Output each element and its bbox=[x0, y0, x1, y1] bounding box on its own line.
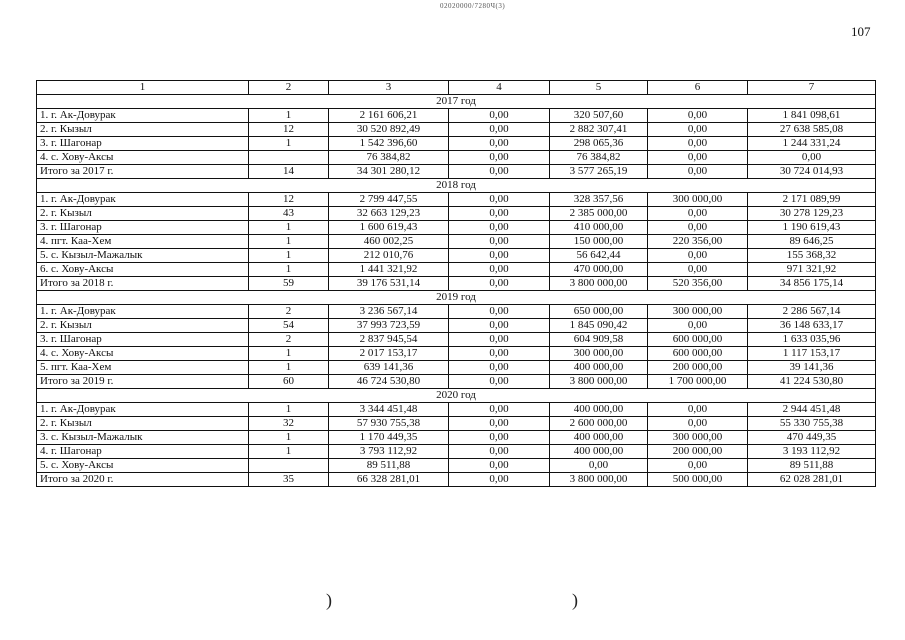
year-label: 2019 год bbox=[37, 291, 876, 305]
table-row bbox=[37, 221, 876, 235]
table-cell: 3 344 451,48 bbox=[329, 403, 449, 417]
table-cell: 1 bbox=[249, 445, 329, 459]
table-cell: 155 368,32 bbox=[748, 249, 876, 263]
row-label: 1. г. Ак-Довурак bbox=[37, 403, 249, 417]
table-cell: 470 449,35 bbox=[748, 431, 876, 445]
table-cell: 66 328 281,01 bbox=[329, 473, 449, 487]
table-cell: 1 441 321,92 bbox=[329, 263, 449, 277]
row-label: 3. г. Шагонар bbox=[37, 221, 249, 235]
table-cell: 0,00 bbox=[449, 207, 550, 221]
table-cell: 0,00 bbox=[648, 249, 748, 263]
table-row bbox=[37, 249, 876, 263]
table-cell: 0,00 bbox=[648, 263, 748, 277]
table-cell: 1 170 449,35 bbox=[329, 431, 449, 445]
table-cell: 1 244 331,24 bbox=[748, 137, 876, 151]
table-cell: 30 724 014,93 bbox=[748, 165, 876, 179]
table-row bbox=[37, 263, 876, 277]
table-cell: 0,00 bbox=[449, 361, 550, 375]
table-cell: 56 642,44 bbox=[550, 249, 648, 263]
table-row bbox=[37, 137, 876, 151]
table-cell: 150 000,00 bbox=[550, 235, 648, 249]
table-cell: 1 700 000,00 bbox=[648, 375, 748, 389]
data-table bbox=[36, 80, 876, 487]
table-cell: 1 bbox=[249, 221, 329, 235]
table-cell: 1 bbox=[249, 109, 329, 123]
table-cell: 1 190 619,43 bbox=[748, 221, 876, 235]
row-label: 4. г. Шагонар bbox=[37, 445, 249, 459]
row-label: 3. г. Шагонар bbox=[37, 137, 249, 151]
table-cell: 89 511,88 bbox=[329, 459, 449, 473]
column-header: 1 bbox=[37, 81, 249, 95]
table-cell: 46 724 530,80 bbox=[329, 375, 449, 389]
bottom-mark: ) bbox=[572, 590, 578, 610]
table-cell: 0,00 bbox=[449, 263, 550, 277]
table-cell: 400 000,00 bbox=[550, 431, 648, 445]
table-cell: 32 663 129,23 bbox=[329, 207, 449, 221]
table-cell: 2 600 000,00 bbox=[550, 417, 648, 431]
table-cell bbox=[249, 151, 329, 165]
table-cell: 0,00 bbox=[648, 207, 748, 221]
table-cell: 0,00 bbox=[648, 165, 748, 179]
row-label: 5. с. Хову-Аксы bbox=[37, 459, 249, 473]
table-cell: 320 507,60 bbox=[550, 109, 648, 123]
table-cell: 0,00 bbox=[449, 347, 550, 361]
table-cell: 2 017 153,17 bbox=[329, 347, 449, 361]
row-label: Итого за 2017 г. bbox=[37, 165, 249, 179]
total-row bbox=[37, 473, 876, 487]
table-cell: 30 278 129,23 bbox=[748, 207, 876, 221]
table-cell: 2 385 000,00 bbox=[550, 207, 648, 221]
year-section-header bbox=[37, 95, 876, 109]
table-cell: 0,00 bbox=[648, 137, 748, 151]
table-row bbox=[37, 403, 876, 417]
table-cell: 0,00 bbox=[449, 137, 550, 151]
table-cell: 460 002,25 bbox=[329, 235, 449, 249]
table-cell: 200 000,00 bbox=[648, 445, 748, 459]
table-row bbox=[37, 319, 876, 333]
table-cell: 500 000,00 bbox=[648, 473, 748, 487]
table-cell: 55 330 755,38 bbox=[748, 417, 876, 431]
table-cell: 0,00 bbox=[449, 165, 550, 179]
table-cell: 30 520 892,49 bbox=[329, 123, 449, 137]
table-cell: 410 000,00 bbox=[550, 221, 648, 235]
row-label: 4. с. Хову-Аксы bbox=[37, 151, 249, 165]
table-cell: 0,00 bbox=[449, 277, 550, 291]
table-cell: 2 944 451,48 bbox=[748, 403, 876, 417]
column-header: 3 bbox=[329, 81, 449, 95]
row-label: 5. пгт. Каа-Хем bbox=[37, 361, 249, 375]
table-cell: 39 176 531,14 bbox=[329, 277, 449, 291]
table-cell: 0,00 bbox=[648, 109, 748, 123]
table-cell: 12 bbox=[249, 193, 329, 207]
table-cell: 0,00 bbox=[449, 193, 550, 207]
column-number-row bbox=[37, 81, 876, 95]
table-cell: 3 193 112,92 bbox=[748, 445, 876, 459]
year-label: 2017 год bbox=[37, 95, 876, 109]
table-cell: 1 633 035,96 bbox=[748, 333, 876, 347]
table-cell: 0,00 bbox=[648, 459, 748, 473]
table-cell: 1 bbox=[249, 361, 329, 375]
table-cell: 0,00 bbox=[449, 417, 550, 431]
table-row bbox=[37, 123, 876, 137]
table-cell: 41 224 530,80 bbox=[748, 375, 876, 389]
table-cell: 1 542 396,60 bbox=[329, 137, 449, 151]
table-cell: 1 845 090,42 bbox=[550, 319, 648, 333]
table-cell: 0,00 bbox=[449, 459, 550, 473]
table-cell: 0,00 bbox=[449, 431, 550, 445]
table-cell: 0,00 bbox=[648, 123, 748, 137]
table-cell: 400 000,00 bbox=[550, 403, 648, 417]
table-cell: 37 993 723,59 bbox=[329, 319, 449, 333]
table-cell: 1 bbox=[249, 249, 329, 263]
table-cell: 300 000,00 bbox=[648, 193, 748, 207]
row-label: 2. г. Кызыл bbox=[37, 207, 249, 221]
table-cell: 1 600 619,43 bbox=[329, 221, 449, 235]
table-cell: 0,00 bbox=[648, 319, 748, 333]
table-cell: 54 bbox=[249, 319, 329, 333]
table-cell: 3 800 000,00 bbox=[550, 375, 648, 389]
row-label: 3. с. Кызыл-Мажалык bbox=[37, 431, 249, 445]
year-section-header bbox=[37, 389, 876, 403]
table-cell: 12 bbox=[249, 123, 329, 137]
table-cell: 3 236 567,14 bbox=[329, 305, 449, 319]
table-cell: 1 bbox=[249, 263, 329, 277]
table-cell: 0,00 bbox=[648, 221, 748, 235]
table-cell: 600 000,00 bbox=[648, 333, 748, 347]
table-cell: 0,00 bbox=[449, 305, 550, 319]
table-cell: 34 301 280,12 bbox=[329, 165, 449, 179]
page-number: 107 bbox=[851, 24, 871, 39]
table-cell: 36 148 633,17 bbox=[748, 319, 876, 333]
row-label: 6. с. Хову-Аксы bbox=[37, 263, 249, 277]
table-cell: 43 bbox=[249, 207, 329, 221]
table-row bbox=[37, 361, 876, 375]
table-cell: 57 930 755,38 bbox=[329, 417, 449, 431]
table-cell: 0,00 bbox=[449, 249, 550, 263]
table-cell: 0,00 bbox=[748, 151, 876, 165]
table-cell: 400 000,00 bbox=[550, 445, 648, 459]
year-label: 2018 год bbox=[37, 179, 876, 193]
table-cell: 0,00 bbox=[449, 151, 550, 165]
table-cell: 89 646,25 bbox=[748, 235, 876, 249]
table-cell: 0,00 bbox=[648, 417, 748, 431]
table-cell: 1 bbox=[249, 431, 329, 445]
table-cell: 0,00 bbox=[550, 459, 648, 473]
table-cell: 0,00 bbox=[449, 445, 550, 459]
row-label: 2. г. Кызыл bbox=[37, 417, 249, 431]
table-cell: 2 799 447,55 bbox=[329, 193, 449, 207]
table-cell: 3 800 000,00 bbox=[550, 277, 648, 291]
table-cell: 35 bbox=[249, 473, 329, 487]
table-cell: 0,00 bbox=[449, 473, 550, 487]
column-header: 4 bbox=[449, 81, 550, 95]
column-header: 7 bbox=[748, 81, 876, 95]
table-row bbox=[37, 417, 876, 431]
table-row bbox=[37, 109, 876, 123]
table-row bbox=[37, 431, 876, 445]
row-label: Итого за 2018 г. bbox=[37, 277, 249, 291]
total-row bbox=[37, 375, 876, 389]
table-cell: 27 638 585,08 bbox=[748, 123, 876, 137]
table-cell: 3 800 000,00 bbox=[550, 473, 648, 487]
row-label: 1. г. Ак-Довурак bbox=[37, 193, 249, 207]
table-row bbox=[37, 347, 876, 361]
year-section-header bbox=[37, 179, 876, 193]
table-cell: 1 bbox=[249, 347, 329, 361]
table-cell: 0,00 bbox=[449, 319, 550, 333]
row-label: 2. г. Кызыл bbox=[37, 123, 249, 137]
table-cell: 59 bbox=[249, 277, 329, 291]
row-label: 4. с. Хову-Аксы bbox=[37, 347, 249, 361]
table-cell: 0,00 bbox=[449, 221, 550, 235]
table-cell: 89 511,88 bbox=[748, 459, 876, 473]
table-cell: 14 bbox=[249, 165, 329, 179]
table-cell: 2 837 945,54 bbox=[329, 333, 449, 347]
table-cell: 220 356,00 bbox=[648, 235, 748, 249]
table-cell: 2 171 089,99 bbox=[748, 193, 876, 207]
row-label: 5. с. Кызыл-Мажалык bbox=[37, 249, 249, 263]
table-cell: 0,00 bbox=[449, 375, 550, 389]
table-row bbox=[37, 235, 876, 249]
table-cell: 2 882 307,41 bbox=[550, 123, 648, 137]
table-cell: 0,00 bbox=[449, 403, 550, 417]
table-cell: 1 bbox=[249, 235, 329, 249]
table-cell: 0,00 bbox=[449, 235, 550, 249]
table-cell: 212 010,76 bbox=[329, 249, 449, 263]
table-cell: 1 841 098,61 bbox=[748, 109, 876, 123]
total-row bbox=[37, 277, 876, 291]
row-label: Итого за 2020 г. bbox=[37, 473, 249, 487]
table-row bbox=[37, 459, 876, 473]
table-row bbox=[37, 207, 876, 221]
table-cell: 400 000,00 bbox=[550, 361, 648, 375]
table-cell: 650 000,00 bbox=[550, 305, 648, 319]
table-row bbox=[37, 445, 876, 459]
year-label: 2020 год bbox=[37, 389, 876, 403]
row-label: 1. г. Ак-Довурак bbox=[37, 305, 249, 319]
row-label: 4. пгт. Каа-Хем bbox=[37, 235, 249, 249]
table-cell: 2 286 567,14 bbox=[748, 305, 876, 319]
table-cell: 2 bbox=[249, 333, 329, 347]
table-cell: 298 065,36 bbox=[550, 137, 648, 151]
table-cell: 604 909,58 bbox=[550, 333, 648, 347]
row-label: Итого за 2019 г. bbox=[37, 375, 249, 389]
row-label: 3. г. Шагонар bbox=[37, 333, 249, 347]
table-cell: 470 000,00 bbox=[550, 263, 648, 277]
table-cell: 328 357,56 bbox=[550, 193, 648, 207]
table-row bbox=[37, 305, 876, 319]
table-cell: 200 000,00 bbox=[648, 361, 748, 375]
column-header: 6 bbox=[648, 81, 748, 95]
column-header: 5 bbox=[550, 81, 648, 95]
table-cell: 0,00 bbox=[449, 333, 550, 347]
table-cell: 0,00 bbox=[449, 109, 550, 123]
table-cell: 1 117 153,17 bbox=[748, 347, 876, 361]
table-cell: 0,00 bbox=[648, 403, 748, 417]
table-cell: 600 000,00 bbox=[648, 347, 748, 361]
table-cell: 3 577 265,19 bbox=[550, 165, 648, 179]
table-cell: 62 028 281,01 bbox=[748, 473, 876, 487]
table-cell: 60 bbox=[249, 375, 329, 389]
table-cell: 2 bbox=[249, 305, 329, 319]
table-cell: 76 384,82 bbox=[550, 151, 648, 165]
table-cell: 0,00 bbox=[648, 151, 748, 165]
table-cell: 300 000,00 bbox=[550, 347, 648, 361]
table-cell: 520 356,00 bbox=[648, 277, 748, 291]
table-cell: 1 bbox=[249, 403, 329, 417]
total-row bbox=[37, 165, 876, 179]
table-cell: 639 141,36 bbox=[329, 361, 449, 375]
table-cell: 39 141,36 bbox=[748, 361, 876, 375]
table-cell: 300 000,00 bbox=[648, 431, 748, 445]
table-cell: 32 bbox=[249, 417, 329, 431]
table-cell: 300 000,00 bbox=[648, 305, 748, 319]
table-cell: 0,00 bbox=[449, 123, 550, 137]
column-header: 2 bbox=[249, 81, 329, 95]
table-row bbox=[37, 333, 876, 347]
row-label: 1. г. Ак-Довурак bbox=[37, 109, 249, 123]
row-label: 2. г. Кызыл bbox=[37, 319, 249, 333]
table-cell: 3 793 112,92 bbox=[329, 445, 449, 459]
table-row bbox=[37, 151, 876, 165]
table-cell: 76 384,82 bbox=[329, 151, 449, 165]
document-header-code: 02020000/7280Ч(3) bbox=[440, 2, 506, 10]
table-cell: 971 321,92 bbox=[748, 263, 876, 277]
table-cell: 1 bbox=[249, 137, 329, 151]
table-row bbox=[37, 193, 876, 207]
table-cell: 34 856 175,14 bbox=[748, 277, 876, 291]
year-section-header bbox=[37, 291, 876, 305]
table-body bbox=[37, 95, 876, 487]
table-cell bbox=[249, 459, 329, 473]
bottom-mark: ) bbox=[326, 590, 332, 610]
table-cell: 2 161 606,21 bbox=[329, 109, 449, 123]
